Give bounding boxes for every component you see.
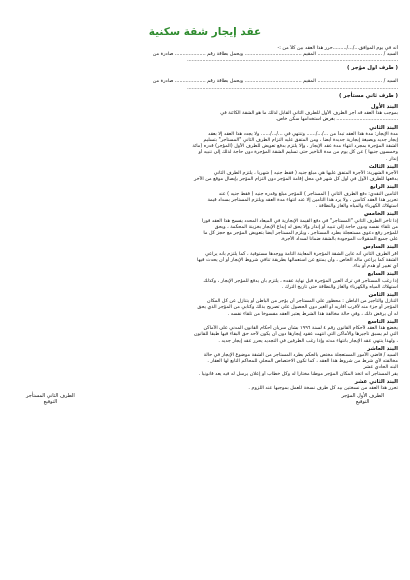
clause-text-line: الأجرة الشهرية: الأجرة المتفق عليها هي مبلغ جنيه ( فقط جنيه ) شهرياً ، يلتزم الطرف الثاني [213, 170, 398, 177]
party1-label: ( طرف اول مؤجر ) [347, 65, 398, 72]
party2-label: ( طرف ثاني مستأجر ) [339, 92, 398, 99]
clause-text-line: مخالفته لأي شرط من شروط هذا العقد ، كما تكون الاختصاص المحلي للمحاكم التابع لها العقار . [207, 358, 398, 365]
clause-text-line: التنازل والتأجير من الباطن : محظور على المستأجر أن يؤجر من الباطن أو يتنازل عن كل المكان [207, 298, 398, 305]
clause-title: البند التاسع [367, 318, 398, 325]
clause-text-line: تحرر هذا العقد من نسختين بيد كل طرف نسخة للعمل بموجبها عند اللزوم . [248, 385, 398, 392]
clause-1 [12, 104, 398, 123]
clause-text-line: بدفعها للطرف الأول في أول كل شهر في محل إقامة المؤجر دون التزام المؤجر بإيصال موقع من الآخر [193, 176, 398, 183]
clause-title: البند السابع [367, 271, 398, 278]
clause-title: البند الثاني عشر [354, 378, 398, 385]
clause-text-line: من تلقاء نفسه ودون حاجة إلى تنبيه أو إنذار وإلا يحق له إيداع الإيجار بخزينة المحكمة ، ويحق [214, 223, 398, 230]
second-party-sign-label: التوقيع [43, 399, 58, 406]
second-party-signature [26, 393, 75, 405]
signatures [12, 393, 398, 405]
clause-text-line: المؤجر أو جزء منه لأقرب أقاربه أو الغير دون الحصول على تصريح بذلك وكتابي من المؤجر الذي يحق [197, 304, 398, 311]
intro-line: أنه في يوم الموافق.../.../.........حرر هذا العقد بين كلاً من :- [277, 45, 398, 51]
clause-title: البند الأول [370, 103, 398, 110]
clause-text-line: بموجب هذا العقد قد أجر الطرف الأول للطرف الثاني القابل لذلك ما هو الشقة الكائنة في [220, 110, 398, 117]
clause-8 [12, 292, 398, 317]
clause-text-line: الشقة المؤجرة بمجرد انتهاء مدة عقد الإيجار ، وإلا يلتزم بدفع تعويض للطرف الأول (المؤجر) قدره (مائة [192, 143, 398, 150]
clause-2 [12, 125, 398, 162]
party2-details-continuation: ......................................................................................................................................... [187, 84, 398, 91]
clause-title: البند الثالث [368, 163, 398, 170]
clause-text-line: إنذار . [385, 155, 398, 162]
first-party-signature [341, 393, 384, 405]
party1-details-line: السيد / .......................................... المقيم ..................................... ويحمل بطاقة رقم .................... صادرة من [152, 51, 398, 58]
clause-9 [12, 319, 398, 344]
clause-title: البند الثامن [368, 291, 398, 298]
clause-7 [12, 271, 398, 290]
clause-10 [12, 346, 398, 377]
clause-text-line: له أن يرفض ذلك ، وفي حالة مخالفة هذا الشرط يعتبر العقد مفسوخاً من تلقاء نفسه . [227, 310, 398, 317]
clause-text-line: على جميع المنقولات الموجودة بالشقة ضماناً لسداد الأجرة. [280, 236, 398, 243]
clause-text-line: أقر الطرف الثاني أنه عاين الشقة المؤجرة المعاينة التامة ووجدها مستوفية ، كما يلتزم بأنه يراعي [205, 250, 398, 257]
clause-text-line: استهلاك الكهرباء والمياه والغاز والنظافة . [315, 203, 398, 210]
clause-11 [12, 379, 398, 392]
clause-title: البند السادس [363, 244, 398, 251]
party2-details-line: السيد / .......................................... المقيم ..................................... ويحمل بطاقة رقم .................... صادرة من [152, 78, 398, 85]
clause-title: البند الخامس [363, 211, 398, 218]
document-title: عقد إيجار شقة سكنية [148, 26, 262, 38]
clause-text-line: الشقة كما يراعي ماله الخاص ، وأن يمتنع عن استعمالها بطريقة تنافي شروط الإيجار أو أن يحدث فيها [197, 256, 398, 263]
second-party-label: الطرف الثاني المستأجر [26, 393, 75, 400]
clause-text-line: إيجار جديد وبصيغة إيجارية جديدة أيضاً ، ومن المتفق عليه التزام الطرف الثاني "المستأجر" بتسليم [203, 137, 398, 144]
clause-text-line: استهلاك المياه والكهرباء والغاز والنظافة حتى تاريخ الترك . [281, 283, 398, 290]
clause-text-line: تحرير هذا العقد كتأمين ، ولا يرد هذا التأمين إلا عند انتهاء مدة العقد ويلتزم المستأجر بسداد قيمة [207, 196, 398, 203]
clause-text-line: يخضع هذا العقد لأحكام القانون رقم ٤ لسنة ١٩٩٦ بشأن سريان أحكام القانون المدني على الأماكن [203, 325, 398, 332]
clause-text-line: أي تغيير أو هدم أو بناء. [352, 263, 398, 270]
clause-5 [12, 211, 398, 242]
clause-text-line: للمؤجر رفع دعوى مستعجلة بطرد المستأجر ، ويلزم المستأجر أيضاً بتعويض المؤجر مع حجز كل ما [203, 230, 398, 236]
clause-text-line: ، ولهذا ينتهي عقد الإيجار بانتهاء مدته وإذا رغب الطرفين في التجديد يحرر عقد إيجار جديد . [218, 337, 398, 344]
clause-text-line: وخمسون جنيها ) عن كل يوم من مدة التأخير حتى تسليم الشقة المؤجرة دون حاجة لذلك إلى تنبيه أو [198, 149, 398, 156]
first-party-label: الطرف الأول المؤجر [341, 393, 384, 400]
clause-title: البند العاشر [367, 345, 398, 352]
clause-text-line: التي لم يسبق تأجيرها والأماكن التي انتهت عقود إيجارها دون أن يكون لأحد حق البقاء فيها طبقاً للقانون [194, 331, 398, 338]
clause-text-line: السيد / قاضي الأمور المستعجلة مختص بالحكم بطرد المستأجر من الشقة موضوع الإيجار في حالة [203, 352, 398, 359]
clause-title: البند الرابع [369, 184, 398, 191]
clause-4 [12, 184, 398, 209]
clause-title: البند الثاني [369, 124, 398, 131]
clause-text-line: مدة الإيجار: مدة هذا العقد تبدأ من .../.../...... وتنتهي في .../.../...... ولا يجدد هذا العقد إلا بعقد [208, 130, 398, 137]
clause-text-line: إذا رغب المستأجر في ترك العين المؤجرة قبل نهاية عقده ، يلتزم بأن يدفع للمؤجر الإيجار ، وكذلك [203, 277, 398, 284]
clause-text-line: يقر المستأجر أنه اتخذ المكان المؤجر موطناً مختاراً له وكل خطاب أو إعلان يرسل له فيه يعد قانونياً . [198, 370, 398, 377]
party1-details-continuation: ......................................................................................................................................... [187, 57, 398, 64]
contract-clauses [12, 104, 398, 391]
clause-6 [12, 244, 398, 269]
clause-text-line: إذا تأخر الطرف الثاني "المستأجر" في دفع القيمة الإيجارية في الميعاد المحدد يفسخ هذا العقد فوراً [201, 217, 398, 224]
clause-text-line: التأمين النقدي: دفع الطرف الثاني ( المستأجر ) للمؤجر مبلغ وقدره جنيه ( فقط جنيه ) عند [218, 190, 398, 197]
clause-text-line: البند الحادي عشر [363, 364, 398, 371]
clause-3 [12, 164, 398, 183]
first-party-sign-label: التوقيع [355, 399, 370, 406]
clause-text-line: ........................................ بغرض استخدامها سكن خاص. [275, 116, 398, 123]
